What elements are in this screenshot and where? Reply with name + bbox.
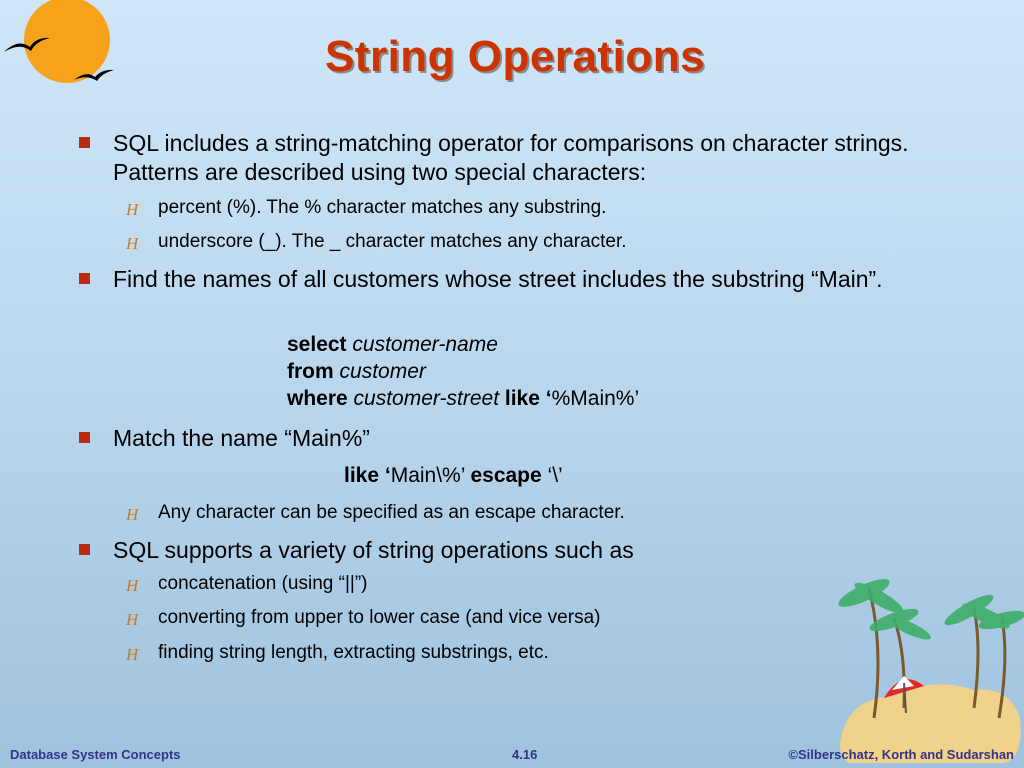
sql-query-example (287, 331, 639, 412)
bullet-text: Match the name “Main%” (113, 425, 370, 451)
h-bullet-icon: H (126, 645, 139, 664)
h-bullet-icon: H (126, 505, 139, 524)
subbullet-string-length (126, 641, 918, 665)
h-bullet-icon: H (126, 610, 139, 629)
bullet-text: SQL supports a variety of string operations such as (113, 537, 634, 563)
subbullet-text: converting from upper to lower case (and vice versa) (158, 607, 601, 628)
h-bullet-icon: H (126, 200, 139, 219)
subbullet-text: percent (%). The % character matches any substring. (158, 197, 607, 218)
escape-example: like ‘Main\%’ escape ‘\’ (344, 464, 563, 487)
bullet-match-name (113, 424, 953, 453)
square-bullet-icon (79, 432, 90, 443)
subbullet-text: Any character can be specified as an escape character. (158, 502, 625, 523)
bullet-sql-string-matching (113, 129, 953, 187)
footer-slide-number: 4.16 (512, 747, 538, 762)
sun-with-birds-decoration (0, 0, 130, 100)
slide-title: String Operations (324, 32, 706, 81)
subbullet-underscore (126, 230, 918, 254)
select-line: select customer-name (287, 333, 498, 356)
subbullet-escape-character (126, 501, 918, 525)
square-bullet-icon (79, 273, 90, 284)
h-bullet-icon: H (126, 576, 139, 595)
bullet-text: Find the names of all customers whose street includes the substring “Main”. (113, 266, 883, 292)
bullet-string-operations (113, 536, 953, 565)
subbullet-text: finding string length, extracting substrings, etc. (158, 642, 549, 663)
where-line: where customer-street like ‘%Main%’ (287, 387, 640, 410)
subbullet-text: underscore (_). The _ character matches any character. (158, 231, 627, 252)
subbullet-text: concatenation (using “||”) (158, 573, 368, 594)
h-bullet-icon: H (126, 234, 139, 253)
bullet-find-names (113, 265, 953, 294)
subbullet-concatenation (126, 572, 918, 596)
subbullet-percent (126, 196, 918, 220)
bullet-text: SQL includes a string-matching operator for comparisons on character strings. Patterns are described using two special characters: (113, 130, 909, 185)
square-bullet-icon (79, 544, 90, 555)
footer-course-title: Database System Concepts (10, 747, 181, 762)
subbullet-case-conversion (126, 606, 918, 630)
footer-copyright: ©Silberschatz, Korth and Sudarshan (788, 747, 1014, 762)
square-bullet-icon (79, 137, 90, 148)
from-line: from customer (287, 360, 426, 383)
